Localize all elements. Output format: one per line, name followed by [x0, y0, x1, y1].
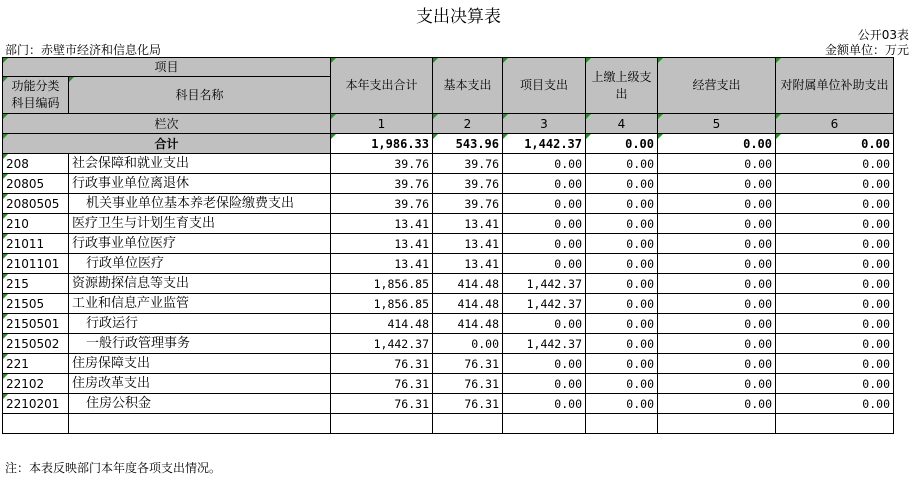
- subject-name-cell[interactable]: 住房保障支出: [69, 354, 331, 374]
- table-row: [3, 294, 894, 314]
- amount-cell[interactable]: 76.31: [331, 374, 433, 394]
- amount-cell[interactable]: 0.00: [586, 294, 658, 314]
- total-cell[interactable]: 0.00: [658, 134, 776, 154]
- amount-cell[interactable]: 0.00: [586, 254, 658, 274]
- amount-cell[interactable]: 0.00: [776, 234, 894, 254]
- total-row: [3, 134, 894, 154]
- col-number-1[interactable]: 1: [331, 114, 433, 134]
- amount-cell[interactable]: 39.76: [433, 154, 503, 174]
- amount-cell[interactable]: 39.76: [331, 154, 433, 174]
- col-number-5[interactable]: 5: [658, 114, 776, 134]
- amount-cell[interactable]: 0.00: [658, 354, 776, 374]
- amount-cell[interactable]: 1,442.37: [503, 274, 586, 294]
- amount-cell[interactable]: 0.00: [586, 194, 658, 214]
- subject-name-cell[interactable]: 工业和信息产业监管: [69, 294, 331, 314]
- empty-cell[interactable]: [3, 414, 69, 434]
- col-number-2[interactable]: 2: [433, 114, 503, 134]
- amount-cell[interactable]: 13.41: [433, 254, 503, 274]
- empty-cell[interactable]: [69, 414, 331, 434]
- amount-cell[interactable]: 414.48: [433, 274, 503, 294]
- func-code-cell[interactable]: 215: [3, 274, 69, 294]
- empty-cell[interactable]: [433, 414, 503, 434]
- func-code-cell[interactable]: 2210201: [3, 394, 69, 414]
- total-cell[interactable]: 1,442.37: [503, 134, 586, 154]
- empty-row: [3, 414, 894, 434]
- amount-cell[interactable]: 0.00: [658, 234, 776, 254]
- table-row: [3, 394, 894, 414]
- amount-cell[interactable]: 0.00: [776, 194, 894, 214]
- amount-cell[interactable]: 0.00: [503, 354, 586, 374]
- amount-cell[interactable]: 0.00: [503, 154, 586, 174]
- amount-cell[interactable]: 0.00: [658, 394, 776, 414]
- amount-cell[interactable]: 0.00: [503, 374, 586, 394]
- table-row: [3, 174, 894, 194]
- form-code: 公开03表: [857, 28, 909, 42]
- amount-cell[interactable]: 0.00: [658, 334, 776, 354]
- amount-cell[interactable]: 0.00: [776, 334, 894, 354]
- unit-label: 金额单位：万元: [824, 43, 909, 57]
- amount-cell[interactable]: 0.00: [586, 354, 658, 374]
- amount-cell[interactable]: 0.00: [586, 394, 658, 414]
- amount-cell[interactable]: 76.31: [331, 354, 433, 374]
- expenditure-table: [2, 57, 894, 434]
- total-cell[interactable]: 0.00: [776, 134, 894, 154]
- header-col-3[interactable]: 项目支出: [503, 58, 586, 114]
- func-code-cell[interactable]: 21505: [3, 294, 69, 314]
- header-col-1[interactable]: 本年支出合计: [331, 58, 433, 114]
- func-code-cell[interactable]: 2101101: [3, 254, 69, 274]
- empty-cell[interactable]: [331, 414, 433, 434]
- func-code-cell[interactable]: 20805: [3, 174, 69, 194]
- amount-cell[interactable]: 0.00: [776, 154, 894, 174]
- amount-cell[interactable]: 414.48: [433, 294, 503, 314]
- amount-cell[interactable]: 0.00: [658, 174, 776, 194]
- amount-cell[interactable]: 0.00: [658, 374, 776, 394]
- amount-cell[interactable]: 39.76: [331, 174, 433, 194]
- table-row: [3, 214, 894, 234]
- amount-cell[interactable]: 0.00: [503, 194, 586, 214]
- amount-cell[interactable]: 0.00: [586, 314, 658, 334]
- subject-name-cell[interactable]: 住房改革支出: [69, 374, 331, 394]
- amount-cell[interactable]: 0.00: [503, 234, 586, 254]
- func-code-cell[interactable]: 21011: [3, 234, 69, 254]
- amount-cell[interactable]: 76.31: [331, 394, 433, 414]
- func-code-cell[interactable]: 221: [3, 354, 69, 374]
- amount-cell[interactable]: 0.00: [503, 394, 586, 414]
- amount-cell[interactable]: 0.00: [776, 354, 894, 374]
- amount-cell[interactable]: 0.00: [586, 334, 658, 354]
- amount-cell[interactable]: 0.00: [776, 394, 894, 414]
- empty-cell[interactable]: [658, 414, 776, 434]
- table-row: [3, 334, 894, 354]
- amount-cell[interactable]: 76.31: [433, 374, 503, 394]
- func-code-cell[interactable]: 2150501: [3, 314, 69, 334]
- footnote: 注：本表反映部门本年度各项支出情况。: [5, 461, 222, 475]
- header-col-2[interactable]: 基本支出: [433, 58, 503, 114]
- amount-cell[interactable]: 13.41: [433, 214, 503, 234]
- func-code-cell[interactable]: 22102: [3, 374, 69, 394]
- subject-name-cell[interactable]: 资源勘探信息等支出: [69, 274, 331, 294]
- amount-cell[interactable]: 0.00: [776, 214, 894, 234]
- empty-cell[interactable]: [776, 414, 894, 434]
- column-number-row: [3, 114, 894, 134]
- department-label: 部门：赤壁市经济和信息化局: [5, 43, 162, 57]
- amount-cell[interactable]: 39.76: [433, 194, 503, 214]
- subject-name-cell[interactable]: 社会保障和就业支出: [69, 154, 331, 174]
- amount-cell[interactable]: 13.41: [331, 234, 433, 254]
- amount-cell[interactable]: 0.00: [776, 174, 894, 194]
- subject-name-cell[interactable]: 行政事业单位离退休: [69, 174, 331, 194]
- empty-cell[interactable]: [586, 414, 658, 434]
- subject-name-cell[interactable]: 机关事业单位基本养老保险缴费支出: [69, 194, 331, 214]
- amount-cell[interactable]: 0.00: [586, 154, 658, 174]
- subject-name-cell[interactable]: 医疗卫生与计划生育支出: [69, 214, 331, 234]
- amount-cell[interactable]: 1,442.37: [331, 334, 433, 354]
- func-code-cell[interactable]: 2080505: [3, 194, 69, 214]
- amount-cell[interactable]: 0.00: [503, 174, 586, 194]
- table-row: [3, 254, 894, 274]
- amount-cell[interactable]: 0.00: [658, 294, 776, 314]
- func-code-cell[interactable]: 208: [3, 154, 69, 174]
- col-number-4[interactable]: 4: [586, 114, 658, 134]
- subject-name-cell[interactable]: 行政事业单位医疗: [69, 234, 331, 254]
- amount-cell[interactable]: 13.41: [433, 234, 503, 254]
- header-func-code[interactable]: 功能分类科目编码: [3, 77, 69, 114]
- col-number-3[interactable]: 3: [503, 114, 586, 134]
- header-col-6[interactable]: 对附属单位补助支出: [776, 58, 894, 114]
- table-row: [3, 374, 894, 394]
- amount-cell[interactable]: 39.76: [433, 174, 503, 194]
- amount-cell[interactable]: 0.00: [776, 294, 894, 314]
- empty-cell[interactable]: [503, 414, 586, 434]
- amount-cell[interactable]: 0.00: [658, 314, 776, 334]
- func-code-cell[interactable]: 2150502: [3, 334, 69, 354]
- total-cell[interactable]: 543.96: [433, 134, 503, 154]
- total-cell[interactable]: 0.00: [586, 134, 658, 154]
- subject-name-cell[interactable]: 住房公积金: [69, 394, 331, 414]
- table-row: [3, 314, 894, 334]
- total-cell[interactable]: 1,986.33: [331, 134, 433, 154]
- table-row: [3, 274, 894, 294]
- report-title: 支出决算表: [416, 7, 501, 27]
- amount-cell[interactable]: 0.00: [586, 234, 658, 254]
- header-col-5[interactable]: 经营支出: [658, 58, 776, 114]
- amount-cell[interactable]: 0.00: [776, 374, 894, 394]
- header-item[interactable]: 项目: [3, 58, 331, 77]
- amount-cell[interactable]: 0.00: [658, 214, 776, 234]
- subject-name-cell[interactable]: 行政运行: [69, 314, 331, 334]
- amount-cell[interactable]: 76.31: [433, 394, 503, 414]
- amount-cell[interactable]: 1,856.85: [331, 294, 433, 314]
- amount-cell[interactable]: 0.00: [503, 214, 586, 234]
- subject-name-cell[interactable]: 一般行政管理事务: [69, 334, 331, 354]
- amount-cell[interactable]: 0.00: [776, 314, 894, 334]
- amount-cell[interactable]: 0.00: [586, 274, 658, 294]
- amount-cell[interactable]: 0.00: [586, 174, 658, 194]
- amount-cell[interactable]: 0.00: [776, 274, 894, 294]
- amount-cell[interactable]: 1,856.85: [331, 274, 433, 294]
- header-row-1: [3, 58, 894, 77]
- amount-cell[interactable]: 1,442.37: [503, 334, 586, 354]
- table-row: [3, 354, 894, 374]
- amount-cell[interactable]: 0.00: [503, 254, 586, 274]
- amount-cell[interactable]: 0.00: [658, 254, 776, 274]
- amount-cell[interactable]: 0.00: [658, 274, 776, 294]
- amount-cell[interactable]: 1,442.37: [503, 294, 586, 314]
- amount-cell[interactable]: 13.41: [331, 214, 433, 234]
- amount-cell[interactable]: 414.48: [331, 314, 433, 334]
- amount-cell[interactable]: 0.00: [658, 154, 776, 174]
- amount-cell[interactable]: 39.76: [331, 194, 433, 214]
- table-row: [3, 234, 894, 254]
- lanci-label[interactable]: 栏次: [3, 114, 331, 134]
- amount-cell[interactable]: 0.00: [433, 334, 503, 354]
- amount-cell[interactable]: 0.00: [586, 374, 658, 394]
- table-row: [3, 154, 894, 174]
- amount-cell[interactable]: 0.00: [503, 314, 586, 334]
- header-subject-name[interactable]: 科目名称: [69, 77, 331, 114]
- amount-cell[interactable]: 0.00: [776, 254, 894, 274]
- total-label[interactable]: 合计: [3, 134, 331, 154]
- amount-cell[interactable]: 76.31: [433, 354, 503, 374]
- amount-cell[interactable]: 13.41: [331, 254, 433, 274]
- header-col-4[interactable]: 上缴上级支出: [586, 58, 658, 114]
- amount-cell[interactable]: 0.00: [586, 214, 658, 234]
- col-number-6[interactable]: 6: [776, 114, 894, 134]
- amount-cell[interactable]: 414.48: [433, 314, 503, 334]
- subject-name-cell[interactable]: 行政单位医疗: [69, 254, 331, 274]
- table-row: [3, 194, 894, 214]
- amount-cell[interactable]: 0.00: [658, 194, 776, 214]
- func-code-cell[interactable]: 210: [3, 214, 69, 234]
